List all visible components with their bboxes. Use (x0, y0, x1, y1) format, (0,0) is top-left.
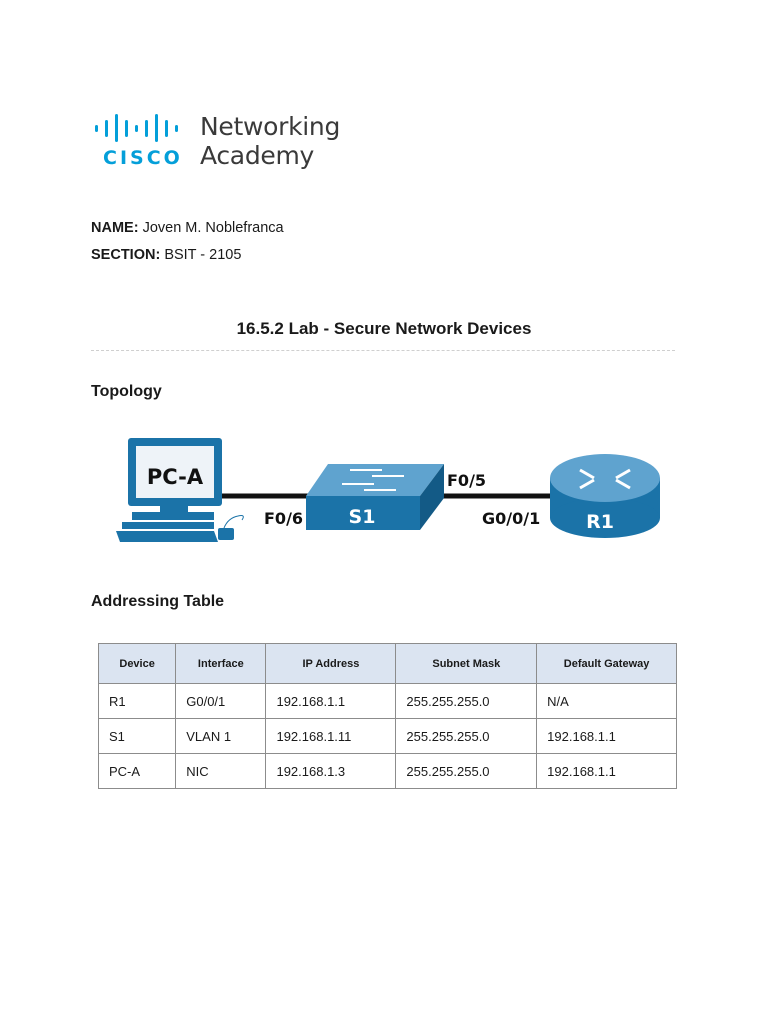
table-header-row (99, 644, 677, 684)
student-section (91, 247, 241, 263)
column-header: Default Gateway (537, 644, 677, 684)
section-label: SECTION: (91, 247, 161, 263)
table-cell: 255.255.255.0 (396, 719, 537, 754)
logo-line-networking: Networking (200, 112, 341, 141)
port-label-switch: F0/5 (447, 471, 487, 490)
cisco-bars-icon (95, 114, 178, 142)
pc-label: PC-A (146, 465, 204, 489)
table-cell: 192.168.1.3 (266, 754, 396, 789)
student-name (91, 220, 284, 236)
column-header: Interface (176, 644, 266, 684)
topology-heading: Topology (91, 383, 162, 400)
router-label: R1 (586, 511, 614, 533)
table-cell: R1 (99, 684, 176, 719)
column-header: Device (99, 644, 176, 684)
table-row (99, 684, 677, 719)
table-cell: 192.168.1.1 (266, 684, 396, 719)
table-cell: G0/0/1 (176, 684, 266, 719)
topology-diagram (110, 432, 670, 552)
table-cell: 192.168.1.1 (537, 754, 677, 789)
page-title: 16.5.2 Lab - Secure Network Devices (236, 319, 532, 338)
table-cell: N/A (537, 684, 677, 719)
table-cell: 255.255.255.0 (396, 684, 537, 719)
table-row (99, 754, 677, 789)
table-cell: NIC (176, 754, 266, 789)
port-label-pc: F0/6 (264, 509, 304, 528)
column-header: IP Address (266, 644, 396, 684)
name-label: NAME: (91, 220, 139, 236)
table-cell: 192.168.1.11 (266, 719, 396, 754)
cisco-wordmark: CISCO (103, 147, 183, 169)
pc-icon (116, 438, 243, 542)
table-cell: 192.168.1.1 (537, 719, 677, 754)
switch-label: S1 (348, 506, 376, 528)
name-value: Joven M. Noblefranca (142, 220, 284, 236)
table-cell: PC-A (99, 754, 176, 789)
title-divider (91, 350, 675, 351)
table-cell: VLAN 1 (176, 719, 266, 754)
section-value: BSIT - 2105 (164, 247, 242, 263)
port-label-router: G0/0/1 (482, 509, 541, 528)
logo-title (200, 112, 340, 170)
addressing-heading: Addressing Table (91, 593, 225, 610)
column-header: Subnet Mask (396, 644, 537, 684)
table-cell: S1 (99, 719, 176, 754)
logo-line-academy: Academy (200, 141, 315, 170)
table-row (99, 719, 677, 754)
table-cell: 255.255.255.0 (396, 754, 537, 789)
addressing-table (98, 643, 677, 789)
